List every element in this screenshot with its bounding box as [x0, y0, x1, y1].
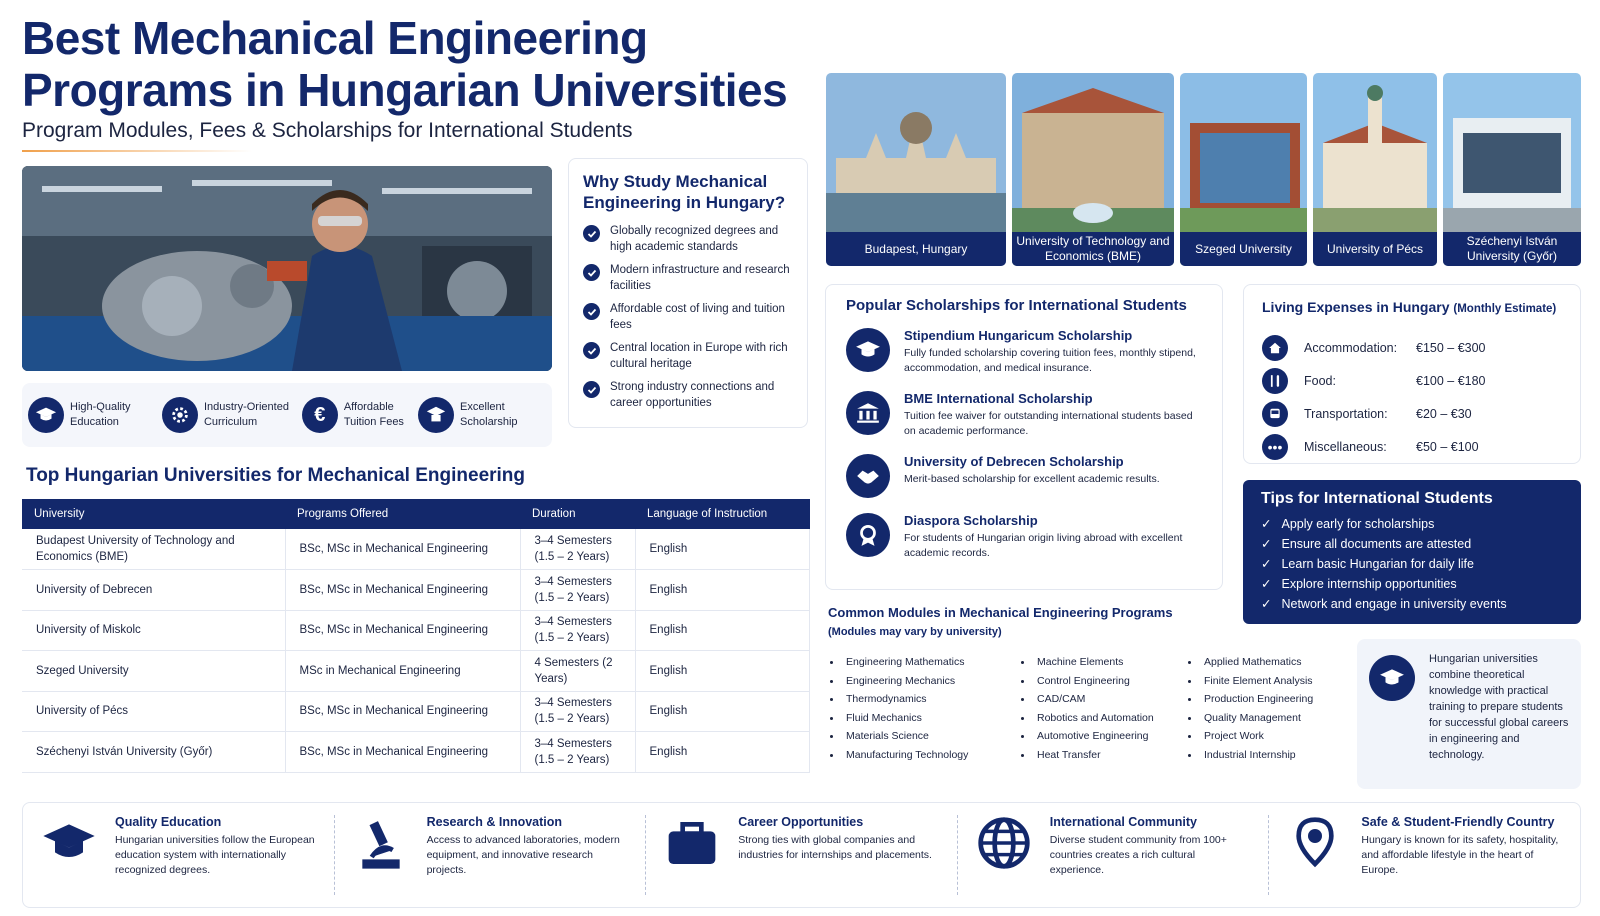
- feature-curriculum: [162, 397, 296, 433]
- check-icon: [583, 264, 600, 281]
- gear-icon: [162, 397, 198, 433]
- why-item: Affordable cost of living and tuition fees: [583, 301, 793, 333]
- expense-label: Transportation:: [1304, 406, 1388, 421]
- globe-icon: [976, 815, 1032, 871]
- check-icon: ✓: [1261, 577, 1272, 591]
- table-cell: BSc, MSc in Mechanical Engineering: [285, 529, 520, 570]
- bus-icon: [1262, 401, 1288, 427]
- scholarship-name: University of Debrecen Scholarship: [904, 454, 1124, 469]
- feature-label: High-Quality Education: [70, 401, 131, 428]
- benefit-desc: Strong ties with global companies and industries for internships and placements.: [738, 834, 932, 861]
- module-item: Machine Elements: [1019, 653, 1154, 672]
- benefit-research: [335, 815, 647, 895]
- benefit-desc: Hungary is known for its safety, hospitality, and affordable lifestyle in the heart of Europe.: [1361, 834, 1559, 876]
- column-header: Duration: [520, 499, 635, 529]
- scholarship-icon: [418, 397, 454, 433]
- expense-row: [1262, 430, 1562, 463]
- tip-item: ✓ Explore internship opportunities: [1261, 574, 1563, 594]
- table-cell: English: [635, 570, 810, 611]
- table-cell: University of Debrecen: [22, 570, 285, 611]
- module-item: Project Work: [1186, 727, 1313, 746]
- table-cell: University of Miskolc: [22, 610, 285, 651]
- scholarship-item: [846, 391, 1202, 439]
- scholarship-name: BME International Scholarship: [904, 391, 1093, 406]
- why-item: Globally recognized degrees and high academic standards: [583, 223, 793, 255]
- feature-scholarship: [418, 397, 546, 433]
- check-icon: [583, 381, 600, 398]
- module-item: Applied Mathematics: [1186, 653, 1313, 672]
- tips-card: [1243, 480, 1581, 624]
- benefit-title: Safe & Student-Friendly Country: [1361, 815, 1555, 829]
- check-icon: [583, 342, 600, 359]
- modules-column: [828, 653, 968, 764]
- food-icon: [1262, 368, 1288, 394]
- photo-caption: University of Technology and Economics (BME): [1012, 232, 1174, 266]
- why-study-card: [568, 158, 808, 428]
- table-cell: 4 Semesters (2 Years): [520, 651, 635, 692]
- table-cell: 3–4 Semesters (1.5 – 2 Years): [520, 570, 635, 611]
- table-cell: Széchenyi István University (Győr): [22, 732, 285, 773]
- more-icon: •••: [1262, 434, 1288, 460]
- benefit-career: [646, 815, 958, 895]
- module-item: Heat Transfer: [1019, 746, 1154, 765]
- module-item: Fluid Mechanics: [828, 709, 968, 728]
- table-cell: English: [635, 651, 810, 692]
- modules-column: [1019, 653, 1154, 764]
- column-header: University: [22, 499, 285, 529]
- table-cell: Budapest University of Technology and Economics (BME): [22, 529, 285, 570]
- tip-item: ✓ Network and engage in university events: [1261, 594, 1563, 614]
- module-item: Engineering Mathematics: [828, 653, 968, 672]
- photo-szeged: [1180, 73, 1307, 266]
- page-title: Best Mechanical Engineering Programs in Hungarian Universities: [22, 12, 788, 116]
- table-cell: 3–4 Semesters (1.5 – 2 Years): [520, 610, 635, 651]
- scholarship-name: Diaspora Scholarship: [904, 513, 1038, 528]
- why-item: Strong industry connections and career opportunities: [583, 379, 793, 411]
- scholarship-item: [846, 328, 1202, 376]
- tip-item: ✓ Learn basic Hungarian for daily life: [1261, 554, 1563, 574]
- feature-label: Industry-Oriented Curriculum: [203, 401, 289, 428]
- engineering-student-photo: [22, 166, 552, 371]
- table-row: [22, 732, 810, 773]
- module-item: Production Engineering: [1186, 690, 1313, 709]
- briefcase-icon: [664, 815, 720, 871]
- handshake-icon: [846, 454, 890, 498]
- module-item: Industrial Internship: [1186, 746, 1313, 765]
- scholarship-item: [846, 454, 1202, 498]
- scholarships-card: [825, 284, 1223, 590]
- table-cell: MSc in Mechanical Engineering: [285, 651, 520, 692]
- photo-caption: Szeged University: [1180, 232, 1307, 266]
- graduation-cap-icon: [41, 815, 97, 871]
- feature-label: Excellent Scholarship: [460, 401, 518, 428]
- modules-column: [1186, 653, 1313, 764]
- feature-tuition: [302, 397, 412, 433]
- location-pin-icon: [1287, 815, 1343, 871]
- living-expenses-card: [1243, 284, 1581, 464]
- scholarship-desc: For students of Hungarian origin living abroad with excellent academic records.: [904, 532, 1183, 559]
- table-cell: Szeged University: [22, 651, 285, 692]
- benefit-desc: Hungarian universities follow the European education system with internationally recognized degrees.: [115, 834, 315, 876]
- expense-value: €50 – €100: [1416, 439, 1479, 454]
- tip-item: ✓ Ensure all documents are attested: [1261, 534, 1563, 554]
- photo-caption: Széchenyi István University (Győr): [1443, 232, 1581, 266]
- table-cell: English: [635, 691, 810, 732]
- expense-value: €100 – €180: [1416, 373, 1486, 388]
- euro-icon: €: [302, 397, 338, 433]
- benefit-title: Career Opportunities: [738, 815, 864, 829]
- graduation-cap-icon: [846, 328, 890, 372]
- photo-gyor: [1443, 73, 1581, 266]
- module-item: Materials Science: [828, 727, 968, 746]
- feature-highlights: [22, 383, 552, 447]
- benefit-safe-country: [1269, 815, 1580, 895]
- table-row: [22, 610, 810, 651]
- column-header: Programs Offered: [285, 499, 520, 529]
- table-row: [22, 529, 810, 570]
- expense-row: [1262, 331, 1562, 364]
- modules-title: Common Modules in Mechanical Engineering Programs: [828, 605, 1173, 620]
- module-item: Robotics and Automation: [1019, 709, 1154, 728]
- table-header-row: [22, 499, 810, 529]
- title-underline: [22, 150, 252, 152]
- feature-quality-education: [28, 397, 156, 433]
- table-row: [22, 691, 810, 732]
- check-icon: [583, 303, 600, 320]
- module-item: Finite Element Analysis: [1186, 672, 1313, 691]
- module-item: Control Engineering: [1019, 672, 1154, 691]
- check-icon: ✓: [1261, 517, 1272, 531]
- home-icon: [1262, 335, 1288, 361]
- benefit-title: International Community: [1049, 815, 1198, 829]
- benefit-desc: Diverse student community from 100+ countries creates a rich cultural experience.: [1049, 834, 1227, 876]
- table-cell: BSc, MSc in Mechanical Engineering: [285, 732, 520, 773]
- universities-table: [22, 499, 810, 773]
- info-note: [1357, 639, 1581, 789]
- benefits-strip: [22, 802, 1581, 908]
- expense-label: Miscellaneous:: [1304, 439, 1387, 454]
- feature-label: Affordable Tuition Fees: [343, 401, 404, 428]
- expense-row: [1262, 397, 1562, 430]
- benefit-quality-education: [23, 815, 335, 895]
- check-icon: ✓: [1261, 537, 1272, 551]
- table-cell: BSc, MSc in Mechanical Engineering: [285, 570, 520, 611]
- scholarships-title: Popular Scholarships for International Students: [846, 297, 1187, 314]
- table-cell: 3–4 Semesters (1.5 – 2 Years): [520, 691, 635, 732]
- graduation-cap-icon: [1369, 655, 1415, 701]
- award-icon: [846, 513, 890, 557]
- universities-title: Top Hungarian Universities for Mechanical Engineering: [26, 465, 526, 486]
- institution-icon: [846, 391, 890, 435]
- why-item: Central location in Europe with rich cultural heritage: [583, 340, 793, 372]
- tip-item: ✓ Apply early for scholarships: [1261, 514, 1563, 534]
- check-icon: ✓: [1261, 597, 1272, 611]
- photo-caption: Budapest, Hungary: [826, 232, 1006, 266]
- table-cell: BSc, MSc in Mechanical Engineering: [285, 691, 520, 732]
- benefit-title: Research & Innovation: [426, 815, 563, 829]
- scholarship-name: Stipendium Hungaricum Scholarship: [904, 328, 1133, 343]
- benefit-title: Quality Education: [115, 815, 222, 829]
- column-header: Language of Instruction: [635, 499, 810, 529]
- benefit-community: [958, 815, 1270, 895]
- page-subtitle: Program Modules, Fees & Scholarships for International Students: [22, 119, 633, 142]
- table-row: [22, 651, 810, 692]
- module-item: Automotive Engineering: [1019, 727, 1154, 746]
- info-note-text: Hungarian universities combine theoretical knowledge with practical training to prepare students for successful global careers in engineering and technology.: [1429, 653, 1569, 761]
- photo-caption: University of Pécs: [1313, 232, 1437, 266]
- expense-value: €150 – €300: [1416, 340, 1486, 355]
- living-note: (Monthly Estimate): [1453, 303, 1557, 315]
- module-item: Quality Management: [1186, 709, 1313, 728]
- why-item: Modern infrastructure and research facilities: [583, 262, 793, 294]
- scholarship-desc: Merit-based scholarship for excellent academic results.: [904, 473, 1160, 485]
- table-cell: 3–4 Semesters (1.5 – 2 Years): [520, 732, 635, 773]
- scholarship-desc: Fully funded scholarship covering tuition fees, monthly stipend, accommodation, and medical insurance.: [904, 347, 1196, 374]
- modules-subtitle: (Modules may vary by university): [828, 626, 1002, 638]
- why-study-title: Why Study Mechanical Engineering in Hungary?: [583, 172, 786, 212]
- scholarship-desc: Tuition fee waiver for outstanding international students based on academic performance.: [904, 410, 1193, 437]
- table-cell: English: [635, 610, 810, 651]
- scholarship-item: [846, 513, 1202, 561]
- module-item: Thermodynamics: [828, 690, 968, 709]
- tips-title: Tips for International Students: [1261, 490, 1493, 507]
- table-cell: English: [635, 732, 810, 773]
- table-cell: 3–4 Semesters (1.5 – 2 Years): [520, 529, 635, 570]
- microscope-icon: [353, 815, 409, 871]
- module-item: CAD/CAM: [1019, 690, 1154, 709]
- table-cell: BSc, MSc in Mechanical Engineering: [285, 610, 520, 651]
- expense-value: €20 – €30: [1416, 406, 1472, 421]
- table-cell: University of Pécs: [22, 691, 285, 732]
- benefit-desc: Access to advanced laboratories, modern equipment, and innovative research projects.: [426, 834, 620, 876]
- table-cell: English: [635, 529, 810, 570]
- check-icon: ✓: [1261, 557, 1272, 571]
- living-title: Living Expenses in Hungary: [1262, 299, 1450, 315]
- module-item: Engineering Mechanics: [828, 672, 968, 691]
- expense-row: [1262, 364, 1562, 397]
- table-row: [22, 570, 810, 611]
- module-item: Manufacturing Technology: [828, 746, 968, 765]
- photo-budapest: [826, 73, 1006, 266]
- expense-label: Food:: [1304, 373, 1336, 388]
- expense-label: Accommodation:: [1304, 340, 1398, 355]
- check-icon: [583, 225, 600, 242]
- photo-pecs: [1313, 73, 1437, 266]
- photo-bme: [1012, 73, 1174, 266]
- graduation-cap-icon: [28, 397, 64, 433]
